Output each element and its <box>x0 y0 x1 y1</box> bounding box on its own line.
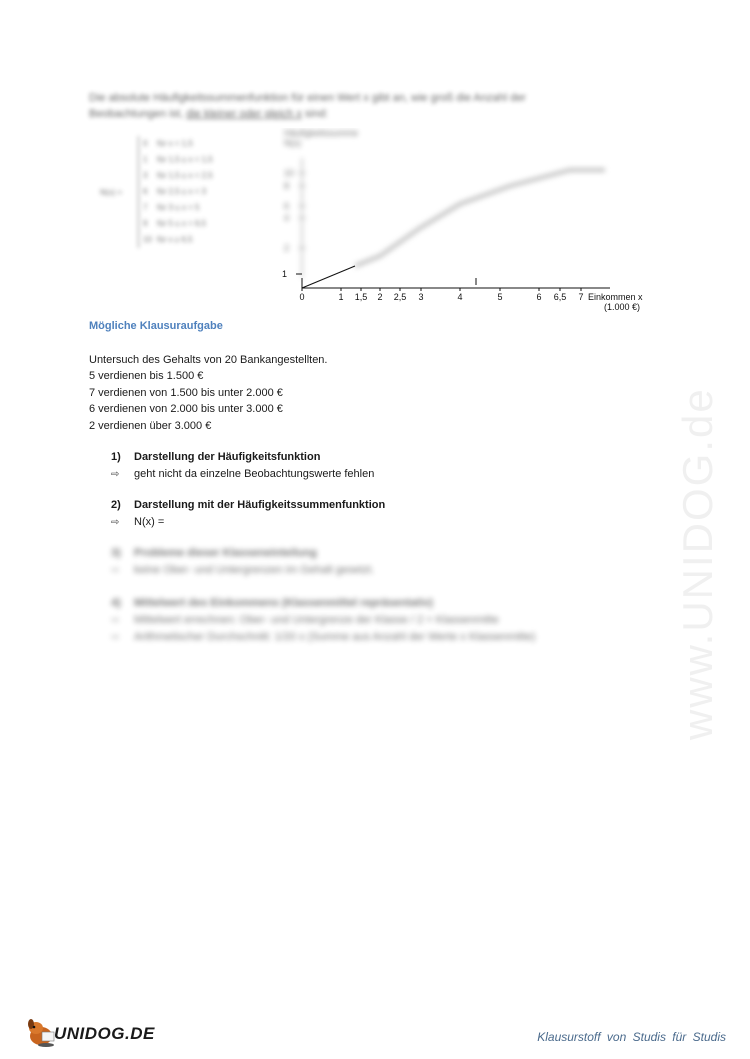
x-tick-label: 1,5 <box>354 292 368 302</box>
piecewise-row <box>143 184 213 200</box>
task-item-heading <box>111 595 535 612</box>
x-tick-1 <box>338 288 343 302</box>
answer-text: keine Ober- und Untergrenzen im Gehalt gesetzt. <box>134 564 375 576</box>
x-tick-2 <box>377 288 382 302</box>
task-item-answer <box>111 629 535 646</box>
row-condition: für 5 ≤ x < 6,5 <box>157 219 207 228</box>
task-description <box>89 352 327 434</box>
task-line: Untersuch des Gehalts von 20 Bankangestellten. <box>89 354 328 366</box>
cumulative-frequency-graph <box>270 128 650 314</box>
answer-text: Arithmetischer Durchschnitt: 1/20 x (Summe aus Anzahl der Werte x Klassenmitte) <box>134 631 536 643</box>
piecewise-row <box>143 232 213 248</box>
intro-underlined: die kleiner oder gleich x <box>186 108 302 120</box>
x-tick-label: 6 <box>536 292 542 302</box>
task-item-number: 1) <box>111 451 121 463</box>
unidog-logo[interactable] <box>24 1016 164 1048</box>
intro-line-1: Die absolute Häufigkeitssummenfunktion für einen Wert x gibt an, wie groß die Anzahl der <box>89 92 526 104</box>
y-tick-4 <box>284 213 306 223</box>
x-tick-label: 4 <box>457 292 463 302</box>
y-tick-label: 10 <box>284 168 295 178</box>
task-item-1 <box>111 449 374 483</box>
x-axis-unit: (1.000 €) <box>603 302 640 312</box>
y-tick-2 <box>284 243 306 253</box>
task-item-heading <box>111 449 374 466</box>
x-tick-label: 2 <box>377 292 383 302</box>
task-item-number: 4) <box>111 597 121 609</box>
intro-line-2-start: Beobachtungen ist, <box>89 108 187 120</box>
row-value: 3 <box>143 171 148 180</box>
row-value: 6 <box>143 187 148 196</box>
task-line: 5 verdienen bis 1.500 € <box>89 370 204 383</box>
x-tick-label: 5 <box>497 292 503 302</box>
task-item-heading <box>111 497 385 514</box>
task-item-number: 3) <box>111 547 121 559</box>
x-tick-0 <box>299 288 304 302</box>
logo-text: UNIDOG.DE <box>54 1024 155 1043</box>
x-tick-6-5 <box>554 288 567 302</box>
piecewise-row <box>143 216 213 232</box>
task-item-title: Darstellung mit der Häufigkeitssummenfunktion <box>134 499 386 511</box>
row-value: 0 <box>143 139 148 148</box>
task-item-title: Darstellung der Häufigkeitsfunktion <box>134 451 321 463</box>
y-axis-label-line-1: Häufigkeitssumme <box>284 128 359 138</box>
dog-icon <box>24 1016 58 1048</box>
section-title: Mögliche Klausuraufgabe <box>89 320 223 332</box>
arrow-right-icon: ⇨ <box>111 565 120 576</box>
task-item-answer <box>111 562 374 579</box>
x-tick-1-5 <box>355 288 368 302</box>
task-item-4 <box>111 595 535 646</box>
task-item-title: Mittelwert des Einkommens (Klassenmittel repräsentativ) <box>134 597 433 609</box>
answer-text: geht nicht da einzelne Beobachtungswerte fehlen <box>134 468 375 480</box>
x-tick-label: 3 <box>418 292 424 302</box>
task-item-number: 2) <box>111 499 121 511</box>
row-condition: für 3 ≤ x < 5 <box>157 203 200 212</box>
row-condition: für 2,5 ≤ x < 3 <box>157 187 207 196</box>
piecewise-row <box>143 136 213 152</box>
piecewise-row <box>143 152 213 168</box>
watermark: www.UNIDOG.de <box>674 387 721 740</box>
cumulative-curve-blurred <box>355 170 605 266</box>
task-item-3 <box>111 545 374 579</box>
piecewise-row <box>143 200 213 216</box>
cumulative-curve-start <box>302 266 355 288</box>
x-tick-label: 2,5 <box>393 292 407 302</box>
intro-line-2-end: sind: <box>301 108 329 120</box>
x-tick-3 <box>418 288 423 302</box>
task-line: 6 verdienen von 2.000 bis unter 3.000 € <box>89 403 283 416</box>
arrow-right-icon: ⇨ <box>111 517 120 528</box>
x-tick-2-5 <box>394 288 407 302</box>
y-tick-label: 2 <box>284 243 290 253</box>
y-tick-10 <box>284 168 306 178</box>
piecewise-lhs: N(x) = <box>100 188 122 197</box>
x-axis-label: Einkommen x <box>588 292 643 302</box>
row-value: 1 <box>143 155 148 164</box>
piecewise-row <box>143 168 213 184</box>
x-tick-label: 0 <box>299 292 305 302</box>
intro-line-2 <box>89 106 609 122</box>
task-item-answer <box>111 612 535 629</box>
row-value: 9 <box>143 219 148 228</box>
row-condition: für x ≥ 6,5 <box>157 235 193 244</box>
task-item-2 <box>111 497 385 531</box>
x-tick-label: 7 <box>578 292 584 302</box>
y-tick-label: 6 <box>284 201 290 211</box>
answer-text: Mittelwert errechnen: Ober- und Untergrenze der Klasse / 2 = Klassenmitte <box>134 614 499 626</box>
arrow-right-icon: ⇨ <box>111 615 120 626</box>
answer-text: N(x) = <box>134 516 165 528</box>
y-tick-label: 4 <box>284 213 290 223</box>
row-condition: für 1,5 ≤ x < 2,5 <box>157 171 213 180</box>
y-tick-1-label: 1 <box>282 269 288 279</box>
x-tick-7 <box>578 288 583 302</box>
footer-tagline: Klausurstoff von Studis für Studis <box>537 1030 726 1044</box>
x-tick-5 <box>497 288 502 302</box>
arrow-right-icon: ⇨ <box>111 469 120 480</box>
row-condition: für 1,5 ≤ x < 1,5 <box>157 155 213 164</box>
task-item-answer <box>111 466 374 483</box>
row-value: 10 <box>143 235 152 244</box>
task-item-heading <box>111 545 374 562</box>
arrow-right-icon: ⇨ <box>111 632 120 643</box>
y-tick-6 <box>284 201 306 211</box>
x-tick-4 <box>457 288 462 302</box>
y-tick-8 <box>284 181 306 191</box>
task-item-title: Probleme dieser Klasseneinteilung <box>134 547 317 559</box>
task-line: 7 verdienen von 1.500 bis unter 2.000 € <box>89 386 283 399</box>
row-condition: für x < 1,5 <box>157 139 193 148</box>
x-tick-label: 1 <box>338 292 344 302</box>
x-tick-label: 6,5 <box>553 292 567 302</box>
task-item-answer <box>111 514 385 531</box>
y-tick-label: 8 <box>284 181 290 191</box>
piecewise-rows <box>138 136 213 248</box>
x-tick-6 <box>536 288 541 302</box>
y-axis-label-line-2: N(x) <box>284 138 301 148</box>
task-line: 2 verdienen über 3.000 € <box>89 419 212 432</box>
x-ticks <box>299 288 583 302</box>
graph-blurred-region <box>284 128 605 278</box>
intro-paragraph <box>89 90 609 122</box>
row-value: 7 <box>143 203 148 212</box>
